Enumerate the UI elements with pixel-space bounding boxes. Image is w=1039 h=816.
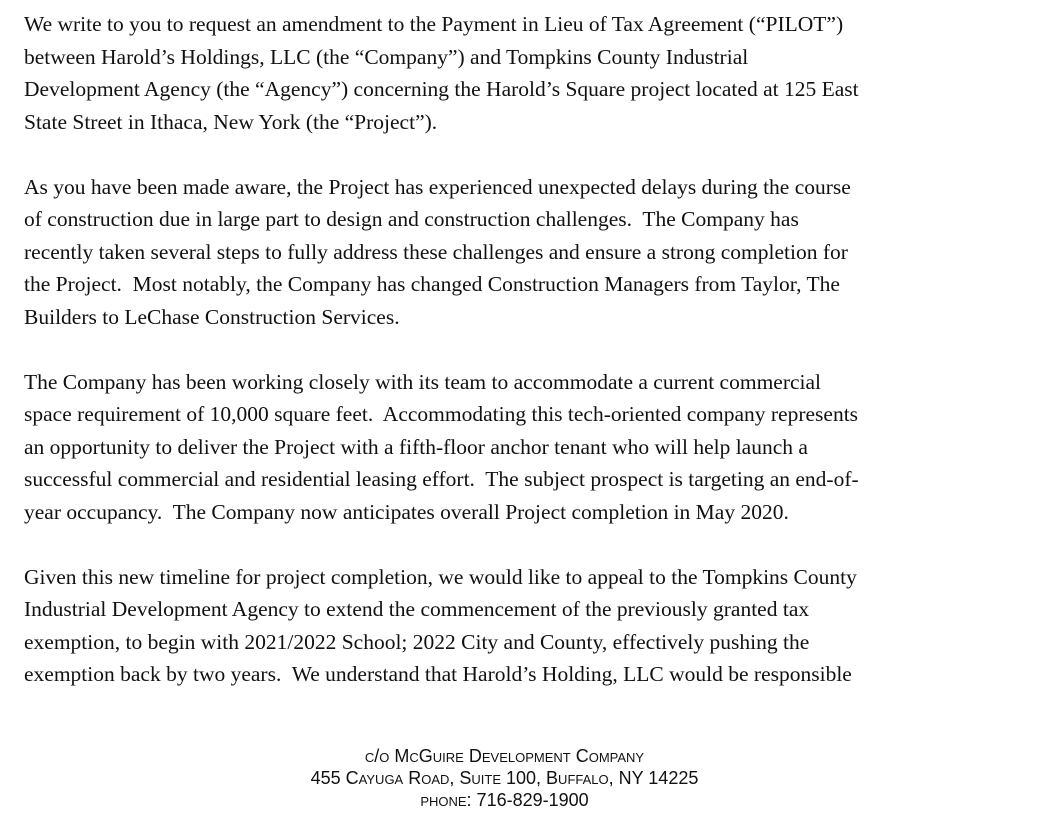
text-line: Industrial Development Agency to extend the commencement of the previously granted tax <box>24 597 810 621</box>
text-line: Development Agency (the “Agency”) concerning the Harold’s Square project located at 125 East <box>24 77 859 101</box>
paragraph-project-delays <box>24 171 1024 334</box>
paragraph-commercial-tenant <box>24 366 1024 529</box>
text-line: Builders to LeChase Construction Services. <box>24 304 400 329</box>
text-line: We write to you to request an amendment to the Payment in Lieu of Tax Agreement (“PILOT”) <box>24 12 844 36</box>
text-line: exemption, to begin with 2021/2022 School; 2022 City and County, effectively pushing the <box>24 629 810 654</box>
text-line: exemption back by two years. We understand that Harold’s Holding, LLC would be responsible <box>24 662 852 686</box>
letter-body <box>24 8 1024 723</box>
footer-company: c/o McGuire Development Company <box>364 746 645 766</box>
text-line: an opportunity to deliver the Project with a fifth-floor anchor tenant who will help launch a <box>24 434 808 459</box>
paragraph-amendment-request <box>24 8 1024 138</box>
footer-address: 455 Cayuga Road, Suite 100, Buffalo, NY 14225 <box>310 768 699 788</box>
text-line: the Project. Most notably, the Company has changed Construction Managers from Taylor, The <box>24 272 840 296</box>
text-line: The Company has been working closely with its team to accommodate a current commercial <box>24 369 822 394</box>
text-line: space requirement of 10,000 square feet. Accommodating this tech-oriented company represents <box>24 402 859 426</box>
text-line: of construction due in large part to design and construction challenges. The Company has <box>24 207 799 231</box>
text-line: recently taken several steps to fully address these challenges and ensure a strong completion for <box>24 239 848 264</box>
text-line: State Street in Ithaca, New York (the “Project”). <box>24 109 438 134</box>
text-line: between Harold’s Holdings, LLC (the “Company”) and Tompkins County Industrial <box>24 44 749 69</box>
text-line: successful commercial and residential leasing effort. The subject prospect is targeting an end-of- <box>24 467 859 491</box>
letterhead-footer <box>0 745 1009 811</box>
paragraph-exemption-appeal <box>24 561 1024 691</box>
text-line: year occupancy. The Company now anticipates overall Project completion in May 2020. <box>24 499 789 524</box>
footer-phone: phone: 716-829-1900 <box>420 790 589 810</box>
text-line: Given this new timeline for project completion, we would like to appeal to the Tompkins County <box>24 564 857 589</box>
text-line: As you have been made aware, the Project has experienced unexpected delays during the course <box>24 174 851 199</box>
